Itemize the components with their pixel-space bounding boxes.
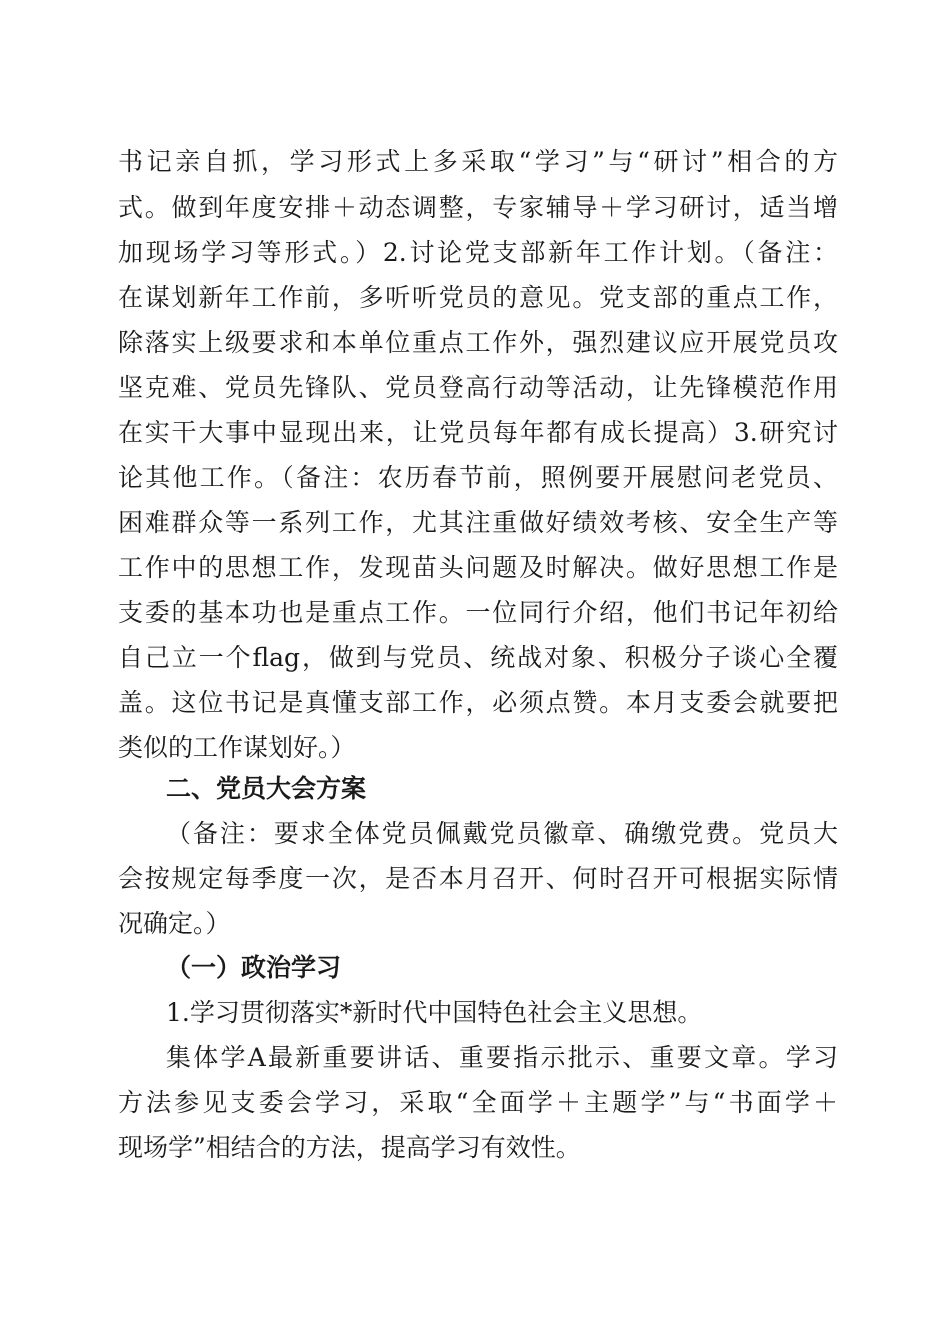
paragraph-line: 集体学A最新重要讲话、重要指示批示、重要文章。学习 [166,1043,838,1072]
paragraph-line: 坚克难、党员先锋队、党员登高行动等活动，让先锋模范作用 [118,373,838,402]
paragraph-line: 论其他工作。（备注：农历春节前，照例要开展慰问老党员、 [118,463,838,492]
paragraph-line: 加现场学习等形式。）2.讨论党支部新年工作计划。（备注： [118,238,838,267]
paragraph-line: 工作中的思想工作，发现苗头问题及时解决。做好思想工作是 [118,553,838,582]
paragraph-line: 困难群众等一系列工作，尤其注重做好绩效考核、安全生产等 [118,508,838,537]
list-item: 1.学习贯彻落实*新时代中国特色社会主义思想。 [166,998,703,1027]
section-heading: 二、党员大会方案 [166,774,367,803]
paragraph-line: 类似的工作谋划好。） [118,733,356,762]
paragraph-line: 盖。这位书记是真懂支部工作，必须点赞。本月支委会就要把 [118,688,838,717]
paragraph-line: 式。做到年度安排＋动态调整，专家辅导＋学习研讨，适当增 [118,193,838,222]
note-line: 会按规定每季度一次，是否本月召开、何时召开可根据实际情 [118,864,838,893]
paragraph-line: 除落实上级要求和本单位重点工作外，强烈建议应开展党员攻 [118,328,838,357]
paragraph-line: 方法参见支委会学习，采取“全面学＋主题学”与“书面学＋ [118,1088,838,1117]
paragraph-line: 书记亲自抓，学习形式上多采取“学习”与“研讨”相合的方 [118,147,838,176]
note-line: 况确定。） [118,909,231,938]
paragraph-line: 自己立一个flag，做到与党员、统战对象、积极分子谈心全覆 [118,643,838,672]
note-line: （备注：要求全体党员佩戴党员徽章、确缴党费。党员大 [166,819,838,848]
paragraph-line: 现场学”相结合的方法，提高学习有效性。 [118,1133,581,1162]
paragraph-line: 支委的基本功也是重点工作。一位同行介绍，他们书记年初给 [118,598,838,627]
paragraph-line: 在谋划新年工作前，多听听党员的意见。党支部的重点工作， [118,283,838,312]
subsection-heading: （一）政治学习 [166,953,342,982]
paragraph-line: 在实干大事中显现出来，让党员每年都有成长提高）3.研究讨 [118,418,838,447]
